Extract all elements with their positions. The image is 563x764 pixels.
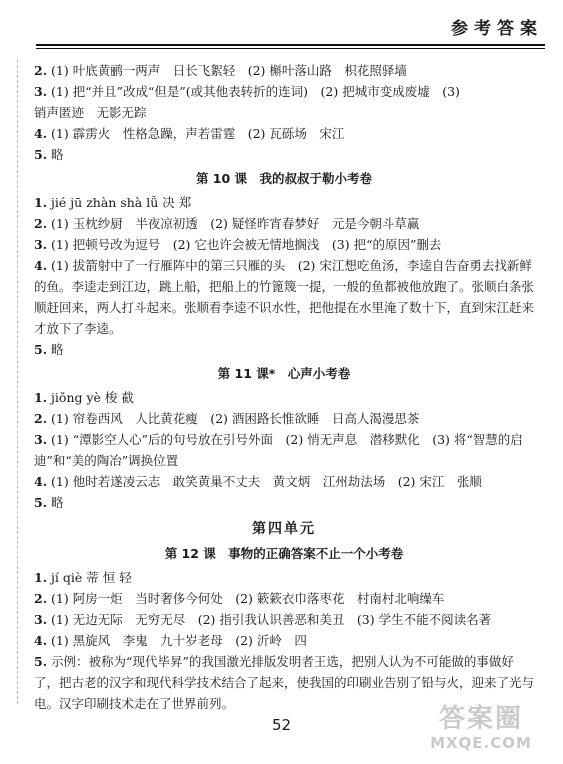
answer-item: 2. (1) 帘卷西风 人比黄花瘦 (2) 酒困路长惟欲睡 日高人渴漫思茶 [34,411,420,426]
watermark-text: 答案圈 [438,704,523,734]
answer-item: 3. (1) 无边无际 无穷无尽 (2) 指引我认识善恶和美丑 (3) 学生不能不阅读名著 [34,612,492,627]
watermark-logo [411,704,551,760]
answer-item: 2. (1) 阿房一炬 当时奢侈今何处 (2) 簌簌衣巾落枣花 村南村北响缲车 [34,591,445,606]
answer-item: 4. (1) 拔箭射中了一行雁阵中的第三只雁的头 (2) 宋江想吃鱼汤，李逵自告奋勇去找新鲜的鱼。李逵走到江边，跳上船，把船上的竹篦篾一提，一般的鱼都被他放跑了。张顺白条张顺赶回来，两人打斗起来。张顺看李逵不识水性，把他提在水里淹了数十下，直到宋江赶来才放下了李逵。 [34,258,535,336]
answer-item: 5. 示例：被称为“现代毕昇”的我国激光排版发明者王选，把别人认为不可能做的事做好了，把古老的汉字和现代科学技术结合了起来，使我国的印刷业告别了铅与火，迎来了光与电。汉字印刷技术走在了世界前列。 [34,654,535,711]
lesson-title: 第 11 课* 心声小考卷 [217,366,351,381]
watermark-url: MXQE.COM [430,734,532,752]
answer-item: 5. 略 [34,342,64,357]
header-title: 参考答案 [451,19,543,39]
answer-item-continuation: 销声匿迹 无影无踪 [34,105,147,120]
answer-item: 3. (1) 把顿号改为逗号 (2) 它也许会被无情地搁浅 (3) 把“的原因”删去 [34,237,442,252]
page-number: 52 [271,716,292,734]
answer-item: 1. jié jū zhàn shà lǚ 决 郑 [34,195,192,210]
answer-item: 5. 略 [34,495,64,510]
answer-item: 3. (1) “潭影空人心”后的句号放在引号外面 (2) 悄无声息 潜移默化 (3) 将“智慧的启迪”和“美的陶冶”调换位置 [34,432,523,468]
lesson-title: 第 12 课 事物的正确答案不止一个小考卷 [164,546,404,561]
answer-item: 2. (1) 叶底黄鹂一两声 日长飞絮轻 (2) 槲叶落山路 枳花照驿墙 [34,63,407,78]
binding-margin-line [17,60,18,704]
header-rule-thin [36,48,545,49]
answer-item: 1. jiǒng yè 梭 截 [34,390,134,405]
lesson-title: 第 10 课 我的叔叔于勒小考卷 [195,171,373,186]
answer-item: 1. jí qiè 蒂 恒 轻 [34,570,132,585]
answer-item: 3. (1) 把“并且”改成“但是”(或其他表转折的连词) (2) 把城市变成废墟 (3) [34,84,460,99]
answers-body [34,60,534,714]
answer-item: 4. (1) 霹雳火 性格急躁，声若雷霆 (2) 瓦砾场 宋江 [34,126,345,141]
answer-item: 5. 略 [34,147,64,162]
answer-item: 4. (1) 黑旋风 李鬼 九十岁老母 (2) 沂岭 四 [34,633,307,648]
unit-title: 第四单元 [252,521,316,537]
answer-item: 4. (1) 他时若遂凌云志 敢笑黄巢不丈夫 黄文炳 江州劫法场 (2) 宋江 张顺 [34,474,482,489]
header-rule [36,44,545,46]
answer-item: 2. (1) 玉枕纱厨 半夜凉初透 (2) 疑怪昨宵春梦好 元是今朝斗草赢 [34,216,420,231]
